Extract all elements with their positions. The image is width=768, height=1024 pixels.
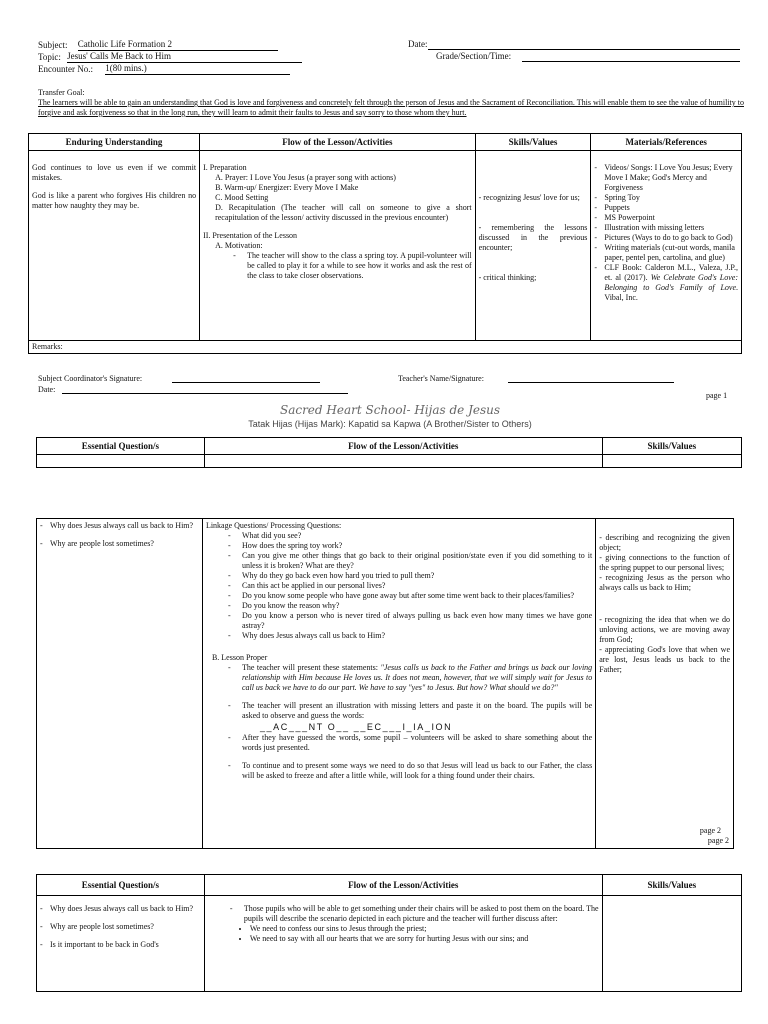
material-item: - Pictures (Ways to do to go back to God) [594, 233, 738, 243]
material-item: - Spring Toy [594, 193, 738, 203]
lesson-table-2 [36, 437, 742, 468]
motivation-text: - The teacher will show to the class a spring toy. A pupil-volunteer will be called to play it for a while to see how it works and ask the rest of the class to take closer observations. [233, 251, 472, 281]
header-flow: Flow of the Lesson/Activities [204, 438, 602, 455]
transfer-goal [38, 88, 744, 118]
page-number: page 2 [699, 826, 721, 835]
lesson-table-3 [36, 518, 734, 849]
way-item: • We need to confess our sins to Jesus through the priest; [250, 924, 599, 934]
lesson-proper-item: - To continue and to present some ways we need to do so that Jesus will lead us back to our Father, the class will be asked to freeze and after a little while, will look for a thing found under their chairs. [228, 761, 592, 781]
encounter-label: Encounter No.: [38, 64, 93, 74]
lesson-proper-illustration: - The teacher will present an illustration with missing letters and paste it on the board. The pupils will be asked to observe and guess the words: __AC___NT O__ __EC___I_IA_ION [228, 701, 592, 732]
material-item: - Writing materials (cut-out words, manila paper, pentel pen, cartolina, and glue) [594, 243, 738, 263]
lesson-header [38, 39, 738, 75]
linkage-question: - Can this act be applied in our personal lives? [228, 581, 592, 591]
motivation-list [203, 251, 472, 281]
hijas-mark: Tatak Hijas (Hijas Mark): Kapatid sa Kapwa (A Brother/Sister to Others) [248, 419, 532, 429]
linkage-list [206, 531, 592, 641]
topic-value: Jesus' Calls Me Back to Him [67, 51, 302, 63]
essential-question: - Why are people lost sometimes? [40, 922, 201, 932]
material-item-clf: - CLF Book: Calderon M.L., Valeza, J.P., et. al (2017). We Celebrate God's Love: Belonging to God's Family of Love. Vibal, Inc. [594, 263, 738, 303]
header-skills: Skills/Values [602, 875, 741, 896]
linkage-question: - Why do they go back even how hard you tried to pull them? [228, 571, 592, 581]
remarks-label: Remarks: [32, 342, 63, 351]
flow-cell [200, 151, 476, 341]
material-item: - Puppets [594, 203, 738, 213]
essential-question: - Why are people lost sometimes? [40, 539, 199, 549]
essential-questions-cell [37, 519, 203, 849]
teacher-label: Teacher's Name/Signature: [398, 374, 484, 383]
skills-cell [475, 151, 591, 341]
presentation-title: II. Presentation of the Lesson [203, 231, 298, 240]
prep-item: D. Recapitulation (The teacher will call on someone to give a short recapitulation of the lesson/ activity discussed in the previous encounter) [215, 203, 472, 222]
prep-title: I. Preparation [203, 163, 247, 172]
flow-intro: - Those pupils who will be able to get something under their chairs will be asked to post them on the board. The pupils will describe the scenario depicted in each picture and the teacher will further discuss after: [230, 904, 599, 924]
remarks-row [29, 341, 742, 354]
linkage-title: Linkage Questions/ Processing Questions: [205, 521, 342, 530]
subject-label: Subject: [38, 40, 68, 50]
linkage-question: - Can you give me other things that go back to their original position/state even if you did something to it unless it is broken? What are they? [228, 551, 592, 571]
motivation-label: A. Motivation: [215, 241, 263, 250]
materials-list [594, 163, 738, 303]
linkage-question: - Do you know a person who is never tired of always pulling us back even how many times we have gone astray? [228, 611, 592, 631]
coordinator-label: Subject Coordinator's Signature: [38, 374, 143, 383]
prep-item: A. Prayer: I Love You Jesus (a prayer song with actions) [215, 173, 396, 182]
prep-item: C. Mood Setting [215, 193, 269, 202]
ways-list [208, 924, 599, 944]
material-item: - Illustration with missing letters [594, 223, 738, 233]
skill-item: - recognizing Jesus as the person who always calls us back to Him; [599, 573, 730, 592]
lesson-proper-statement: - The teacher will present these statements: "Jesus calls us back to the Father and brings us back our loving relationship with Him because He loves us. It does not mean, however, that we will simply wait for Jesus to call us back we have to do our part. We have to say "yes" to Jesus. But how? What should we do?" [228, 663, 592, 693]
lesson-proper-title: B. Lesson Proper [211, 653, 268, 662]
missing-letters-puzzle: __AC___NT O__ __EC___I_IA_ION [259, 722, 453, 732]
subject-value: Catholic Life Formation 2 [78, 39, 278, 51]
lesson-table-1 [28, 133, 742, 354]
way-item: • We need to say with all our hearts that we are sorry for hurting Jesus with our sins; and [250, 934, 599, 944]
prep-item: B. Warm-up/ Energizer: Every Move I Make [215, 183, 359, 192]
linkage-question: - What did you see? [228, 531, 592, 541]
enduring-cell [29, 151, 200, 341]
materials-cell [591, 151, 742, 341]
skills-group-b [599, 615, 730, 675]
school-name: Sacred Heart School- Hijas de Jesus [279, 403, 501, 417]
encounter-value: 1(80 mins.) [105, 63, 290, 75]
lesson-proper-list [206, 663, 592, 781]
essential-question: - Why does Jesus always call us back to Him? [40, 904, 201, 914]
linkage-question: - Why does Jesus always call us back to Him? [228, 631, 592, 641]
material-item: - Videos/ Songs: I Love You Jesus; Every Move I Make; God's Mercy and Forgiveness [594, 163, 738, 193]
transfer-goal-label: Transfer Goal: [38, 88, 85, 97]
essential-questions [40, 521, 199, 549]
linkage-question: - How does the spring toy work? [228, 541, 592, 551]
skill-item: - giving connections to the function of the spring puppet to our personal lives; [599, 553, 730, 572]
topic-label: Topic: [38, 52, 61, 62]
skill-item: - describing and recognizing the given object; [599, 533, 730, 552]
essential-question: - Why does Jesus always call us back to Him? [40, 521, 199, 531]
grade-label: Grade/Section/Time: [436, 51, 512, 61]
lesson-table-4 [36, 874, 742, 992]
sig-date-label: Date: [38, 385, 56, 394]
skills-cell [596, 519, 734, 849]
skill-item: - recognizing Jesus' love for us; [478, 193, 580, 202]
linkage-question: - Do you know the reason why? [228, 601, 592, 611]
flow-list [208, 904, 599, 924]
header-skills: Skills/Values [475, 134, 591, 151]
essential-question: - Is it important to be back in God's [40, 940, 201, 950]
date-label: Date: [408, 39, 428, 49]
enduring-text: God continues to love us even if we commit mistakes. [32, 163, 197, 182]
transfer-goal-text: The learners will be able to gain an understanding that God is love and forgiveness and concretely felt through the person of Jesus and the Sacrament of Reconciliation. This will enable them to see the value of humility to forgive and ask forgiveness so that in the long run, they will learn to admit their faults to Jesus and say sorry to those whom they hurt. [38, 98, 744, 117]
header-materials: Materials/References [591, 134, 742, 151]
linkage-question: - Do you know some people who have gone away but after some time went back to their places/families? [228, 591, 592, 601]
skill-item: - critical thinking; [478, 273, 537, 282]
flow-cell [204, 896, 602, 992]
prep-list [203, 173, 472, 223]
page-number: page 2 [707, 836, 729, 845]
header-flow: Flow of the Lesson/Activities [200, 134, 476, 151]
signature-block [38, 374, 744, 400]
skills-cell [602, 896, 741, 992]
enduring-text: God is like a parent who forgives His children no matter how naughty they may be. [32, 191, 197, 210]
essential-questions [40, 904, 201, 950]
skill-item: - appreciating God's love that when we are lost, Jesus leads us back to the Father; [599, 645, 730, 674]
header-flow: Flow of the Lesson/Activities [204, 875, 602, 896]
lesson-proper-item: - After they have guessed the words, some pupil – volunteers will be asked to share something about the words just presented. [228, 733, 592, 753]
skill-item: - remembering the lessons discussed in the previous encounter; [478, 223, 588, 252]
skills-group-a [599, 533, 730, 593]
essential-questions-cell [37, 896, 205, 992]
header-enduring: Enduring Understanding [29, 134, 200, 151]
header-essential: Essential Question/s [37, 438, 205, 455]
header-skills: Skills/Values [602, 438, 741, 455]
flow-cell [202, 519, 595, 849]
header-essential: Essential Question/s [37, 875, 205, 896]
skill-item: - recognizing the idea that when we do unloving actions, we are moving away from God; [599, 615, 730, 644]
material-item: - MS Powerpoint [594, 213, 738, 223]
page-number: page 1 [706, 391, 728, 400]
